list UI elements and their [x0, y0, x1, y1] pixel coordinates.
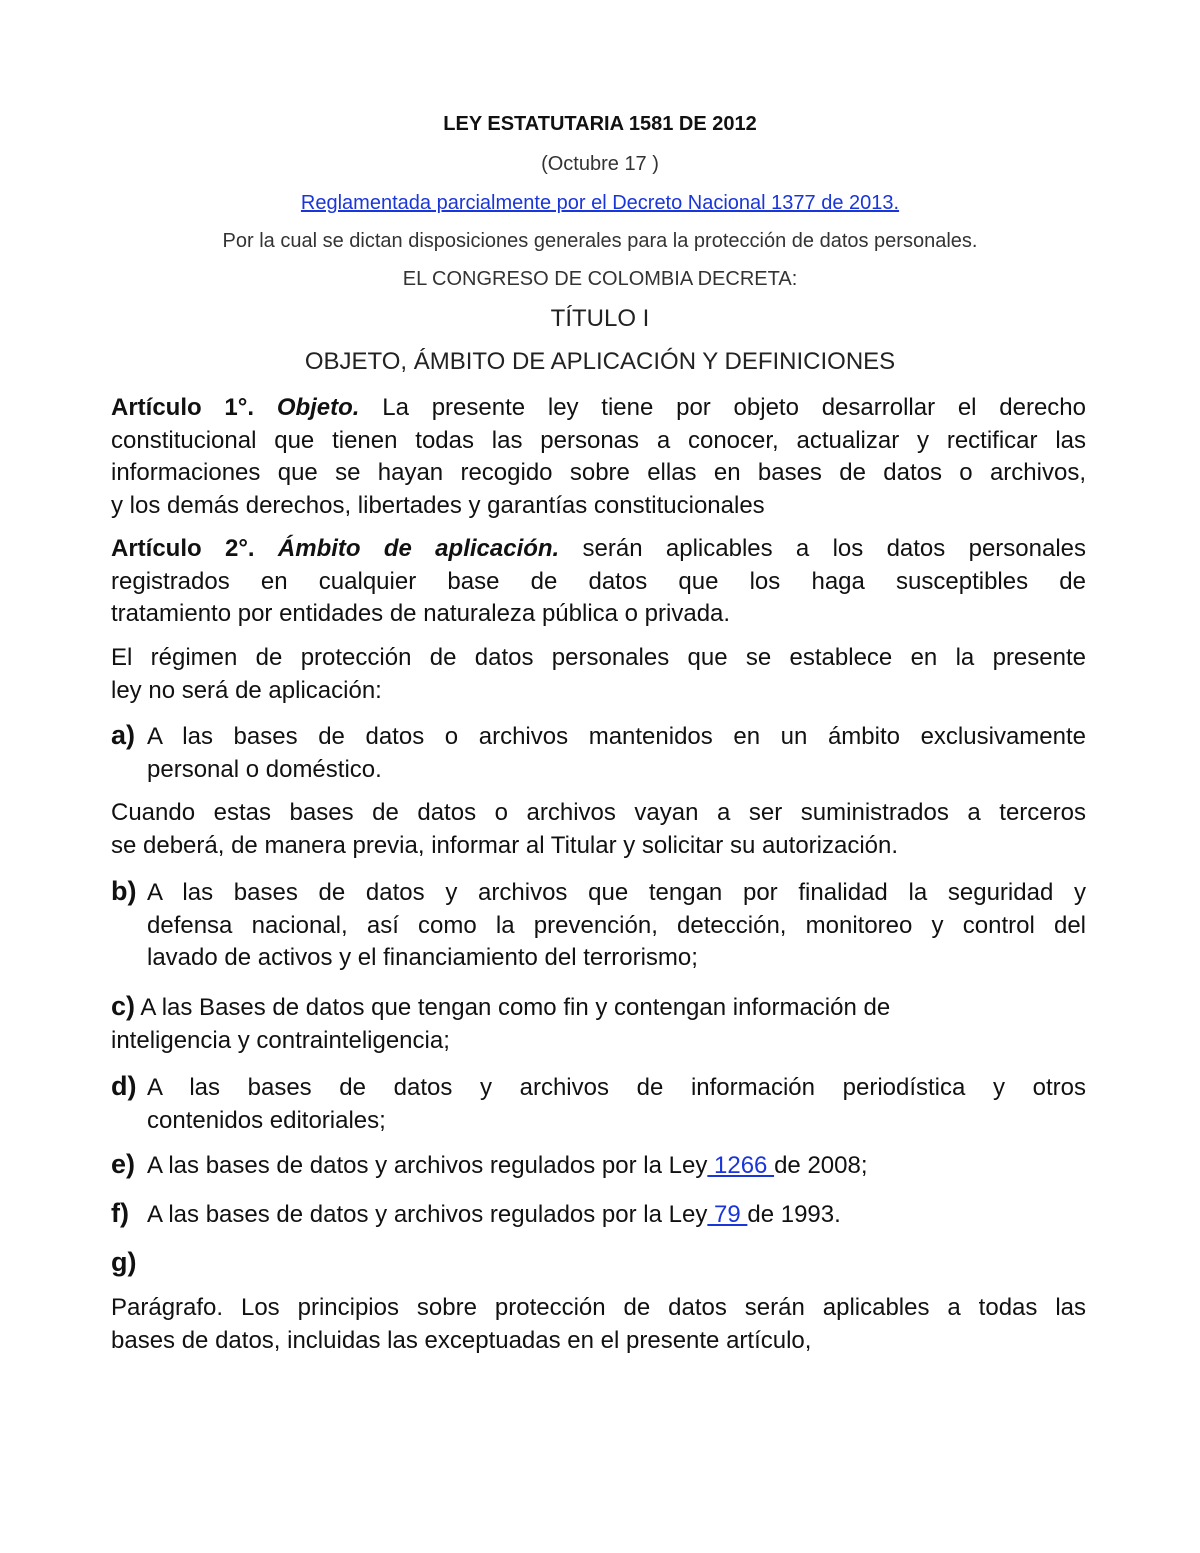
article-2-line: tratamiento por entidades de naturaleza pública o privada.: [111, 600, 731, 627]
article-1-name: Objeto.: [276, 394, 360, 421]
article-2-line: registrados en cualquier base de datos que los haga susceptibles de: [111, 567, 1086, 595]
item-f-marker: f): [111, 1198, 129, 1228]
regimen-paragraph: El régimen de protección de datos personales que se establece en la presente ley no será de aplicación:: [111, 644, 1086, 704]
article-1-label: Artículo 1°.: [111, 394, 255, 421]
cuando-paragraph: Cuando estas bases de datos o archivos vayan a ser suministrados a terceros se deberá, de manera previa, informar al Titular y solicitar su autorización.: [111, 799, 1086, 859]
titulo-name: OBJETO, ÁMBITO DE APLICACIÓN Y DEFINICIONES: [304, 348, 896, 375]
article-1-line: y los demás derechos, libertades y garantías constitucionales: [111, 491, 765, 519]
paragrafo: Parágrafo. Los principios sobre protección de datos serán aplicables a todas las bases de datos, incluidas las exceptuadas en el presente artículo,: [111, 1294, 1086, 1354]
law-subject: Por la cual se dictan disposiciones generales para la protección de datos personales.: [222, 230, 978, 252]
ley-1266-link[interactable]: 1266: [707, 1152, 775, 1179]
article-2-line: Artículo 2°. Ámbito de aplicación. serán aplicables a los datos personales: [111, 535, 1087, 562]
article-1-line: informaciones que se hayan recogido sobre ellas en bases de datos o archivos,: [111, 459, 1086, 486]
item-b-marker: b): [111, 876, 137, 906]
item-g-marker: g): [111, 1247, 137, 1277]
ley-79-link[interactable]: 79: [707, 1201, 748, 1228]
item-f: A las bases de datos y archivos regulados por la Ley 79 de 1993.: [147, 1201, 841, 1228]
decreto-1377-link[interactable]: Reglamentada parcialmente por el Decreto Nacional 1377 de 2013.: [300, 192, 900, 214]
item-b: A las bases de datos y archivos que tengan por finalidad la seguridad y defensa nacional, así como la prevención, detección, monitoreo y control del lavado de activos y el financiamiento del terrorismo;: [147, 879, 1086, 971]
law-date: (Octubre 17 ): [541, 153, 659, 175]
item-c: c) A las Bases de datos que tengan como fin y contengan información de inteligencia y contrainteligencia;: [111, 991, 891, 1054]
item-e-marker: e): [111, 1149, 136, 1179]
article-1-line: constitucional que tienen todas las personas a conocer, actualizar y rectificar las: [111, 426, 1086, 454]
item-e: A las bases de datos y archivos regulados por la Ley 1266 de 2008;: [147, 1152, 868, 1179]
article-1-line: Artículo 1°. Objeto. La presente ley tiene por objeto desarrollar el derecho: [111, 394, 1087, 421]
reglamentada-text: [0, 192, 1200, 215]
item-a-marker: a): [111, 720, 136, 750]
congreso-decreta: EL CONGRESO DE COLOMBIA DECRETA:: [402, 268, 798, 290]
item-d: A las bases de datos y archivos de información periodística y otros contenidos editoriales;: [147, 1074, 1086, 1134]
article-2-label: Artículo 2°.: [111, 535, 255, 562]
article-2: [111, 533, 1086, 631]
item-d-marker: d): [111, 1071, 137, 1101]
titulo-heading: TÍTULO I: [550, 305, 650, 332]
item-a: A las bases de datos o archivos mantenidos en un ámbito exclusivamente personal o doméstico.: [147, 723, 1086, 783]
law-title: LEY ESTATUTARIA 1581 DE 2012: [443, 113, 757, 135]
article-2-name: Ámbito de aplicación.: [277, 535, 560, 562]
item-c-marker: c): [111, 991, 136, 1021]
article-1: [111, 392, 1086, 522]
